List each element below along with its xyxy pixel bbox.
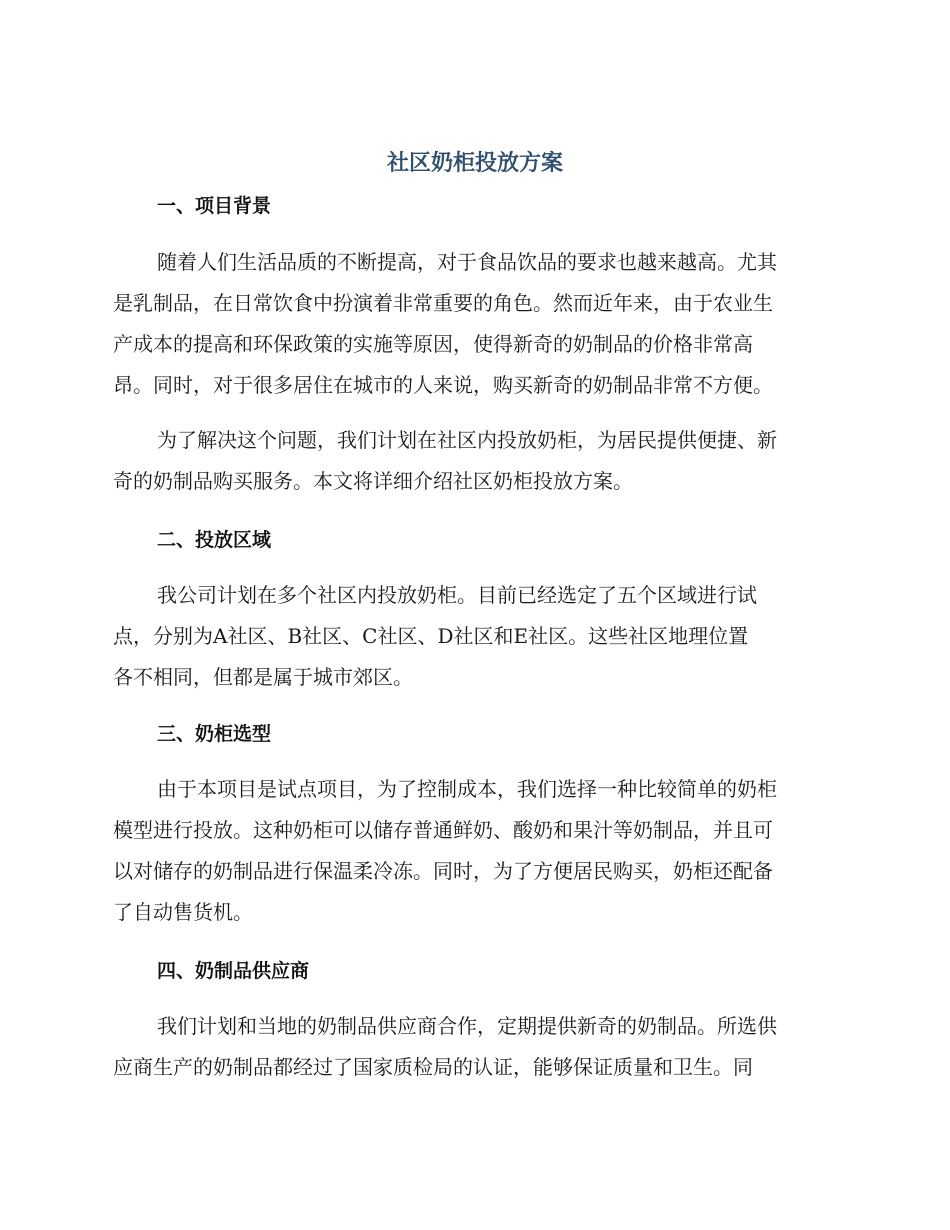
paragraph-line: 了自动售货机。 xyxy=(113,900,253,924)
paragraph-line: 以对储存的奶制品进行保温柔冷冻。同时，为了方便居民购买，奶柜还配备 xyxy=(113,859,773,883)
paragraph-deployment-area xyxy=(113,575,838,698)
paragraph-line: 是乳制品，在日常饮食中扮演着非常重要的角色。然而近年来，由于农业生 xyxy=(113,291,773,315)
paragraph-cabinet-model xyxy=(113,769,838,933)
paragraph-line: 昂。同时，对于很多居住在城市的人来说，购买新奇的奶制品非常不方便。 xyxy=(113,373,773,397)
paragraph-line: 我们计划和当地的奶制品供应商合作，定期提供新奇的奶制品。所选供 xyxy=(157,1014,777,1038)
section-heading-supplier: 四、奶制品供应商 xyxy=(157,960,310,982)
section-heading-cabinet-model: 三、奶柜选型 xyxy=(157,723,272,745)
paragraph-background-2 xyxy=(113,420,838,502)
paragraph-background-1 xyxy=(113,242,838,406)
paragraph-line: 为了解决这个问题，我们计划在社区内投放奶柜，为居民提供便捷、新 xyxy=(157,428,777,452)
paragraph-line: 应商生产的奶制品都经过了国家质检局的认证，能够保证质量和卫生。同 xyxy=(113,1055,753,1079)
paragraph-line: 各不相同，但都是属于城市郊区。 xyxy=(113,665,413,689)
paragraph-line: 我公司计划在多个社区内投放奶柜。目前已经选定了五个区域进行试 xyxy=(157,583,757,607)
paragraph-supplier xyxy=(113,1006,838,1088)
paragraph-line: 奇的奶制品购买服务。本文将详细介绍社区奶柜投放方案。 xyxy=(113,469,633,493)
paragraph-line: 由于本项目是试点项目，为了控制成本，我们选择一种比较简单的奶柜 xyxy=(157,777,777,801)
paragraph-line: 产成本的提高和环保政策的实施等原因，使得新奇的奶制品的价格非常高 xyxy=(113,332,753,356)
section-heading-background: 一、项目背景 xyxy=(157,195,272,217)
paragraph-line: 模型进行投放。这种奶柜可以储存普通鲜奶、酸奶和果汁等奶制品，并且可 xyxy=(113,818,773,842)
document-title: 社区奶柜投放方案 xyxy=(386,151,563,176)
paragraph-line: 点，分别为A社区、B社区、C社区、D社区和E社区。这些社区地理位置 xyxy=(113,624,749,648)
section-heading-deployment-area: 二、投放区域 xyxy=(157,529,272,551)
paragraph-line: 随着人们生活品质的不断提高，对于食品饮品的要求也越来越高。尤其 xyxy=(157,250,777,274)
